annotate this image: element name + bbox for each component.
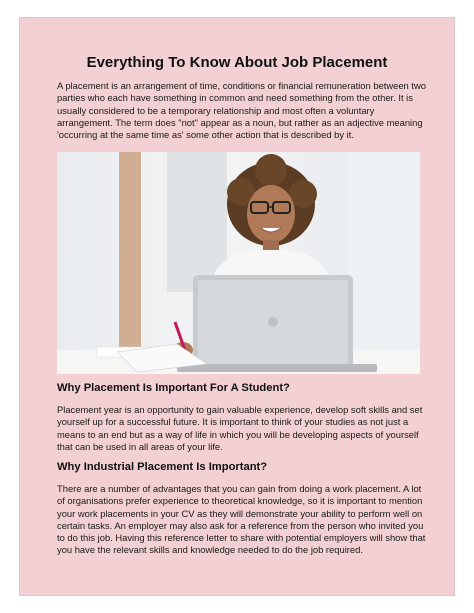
document-page — [19, 17, 455, 596]
document-title: Everything To Know About Job Placement — [86, 54, 388, 71]
woman-with-laptop-illustration — [57, 152, 420, 374]
intro-paragraph: A placement is an arrangement of time, conditions or financial remuneration between two parties who each have something in common and need something from the other. It is usually considered to be a temporary relationship and most often a voluntary arrangement. The term does "not" appear as a noun, but rather as an adjective meaning 'occurring at the same time as' some other action that is described by it. — [57, 80, 426, 141]
section-body-industrial: There are a number of advantages that you can gain from doing a work placement. A lot of organisations prefer experience to theoretical knowledge, so it is important to mention your work placements in your CV as they will demonstrate your ability to perform well on certain tasks. An employer may also ask for a reference from the person who invited you to do this job. Having this reference letter to share with potential employers will show that you have the relevant skills and knowledge needed to do the job required. — [57, 483, 426, 556]
section-heading-industrial: Why Industrial Placement Is Important? — [57, 461, 268, 473]
hero-photo — [57, 152, 420, 374]
section-body-student: Placement year is an opportunity to gain valuable experience, develop soft skills and set yourself up for a successful future. It is important to think of your studies as not just a means to an end but as a way of life in which you will be developing aspects of yourself that can be used in all areas of your life. — [57, 404, 423, 452]
section-heading-student: Why Placement Is Important For A Student? — [57, 382, 290, 394]
